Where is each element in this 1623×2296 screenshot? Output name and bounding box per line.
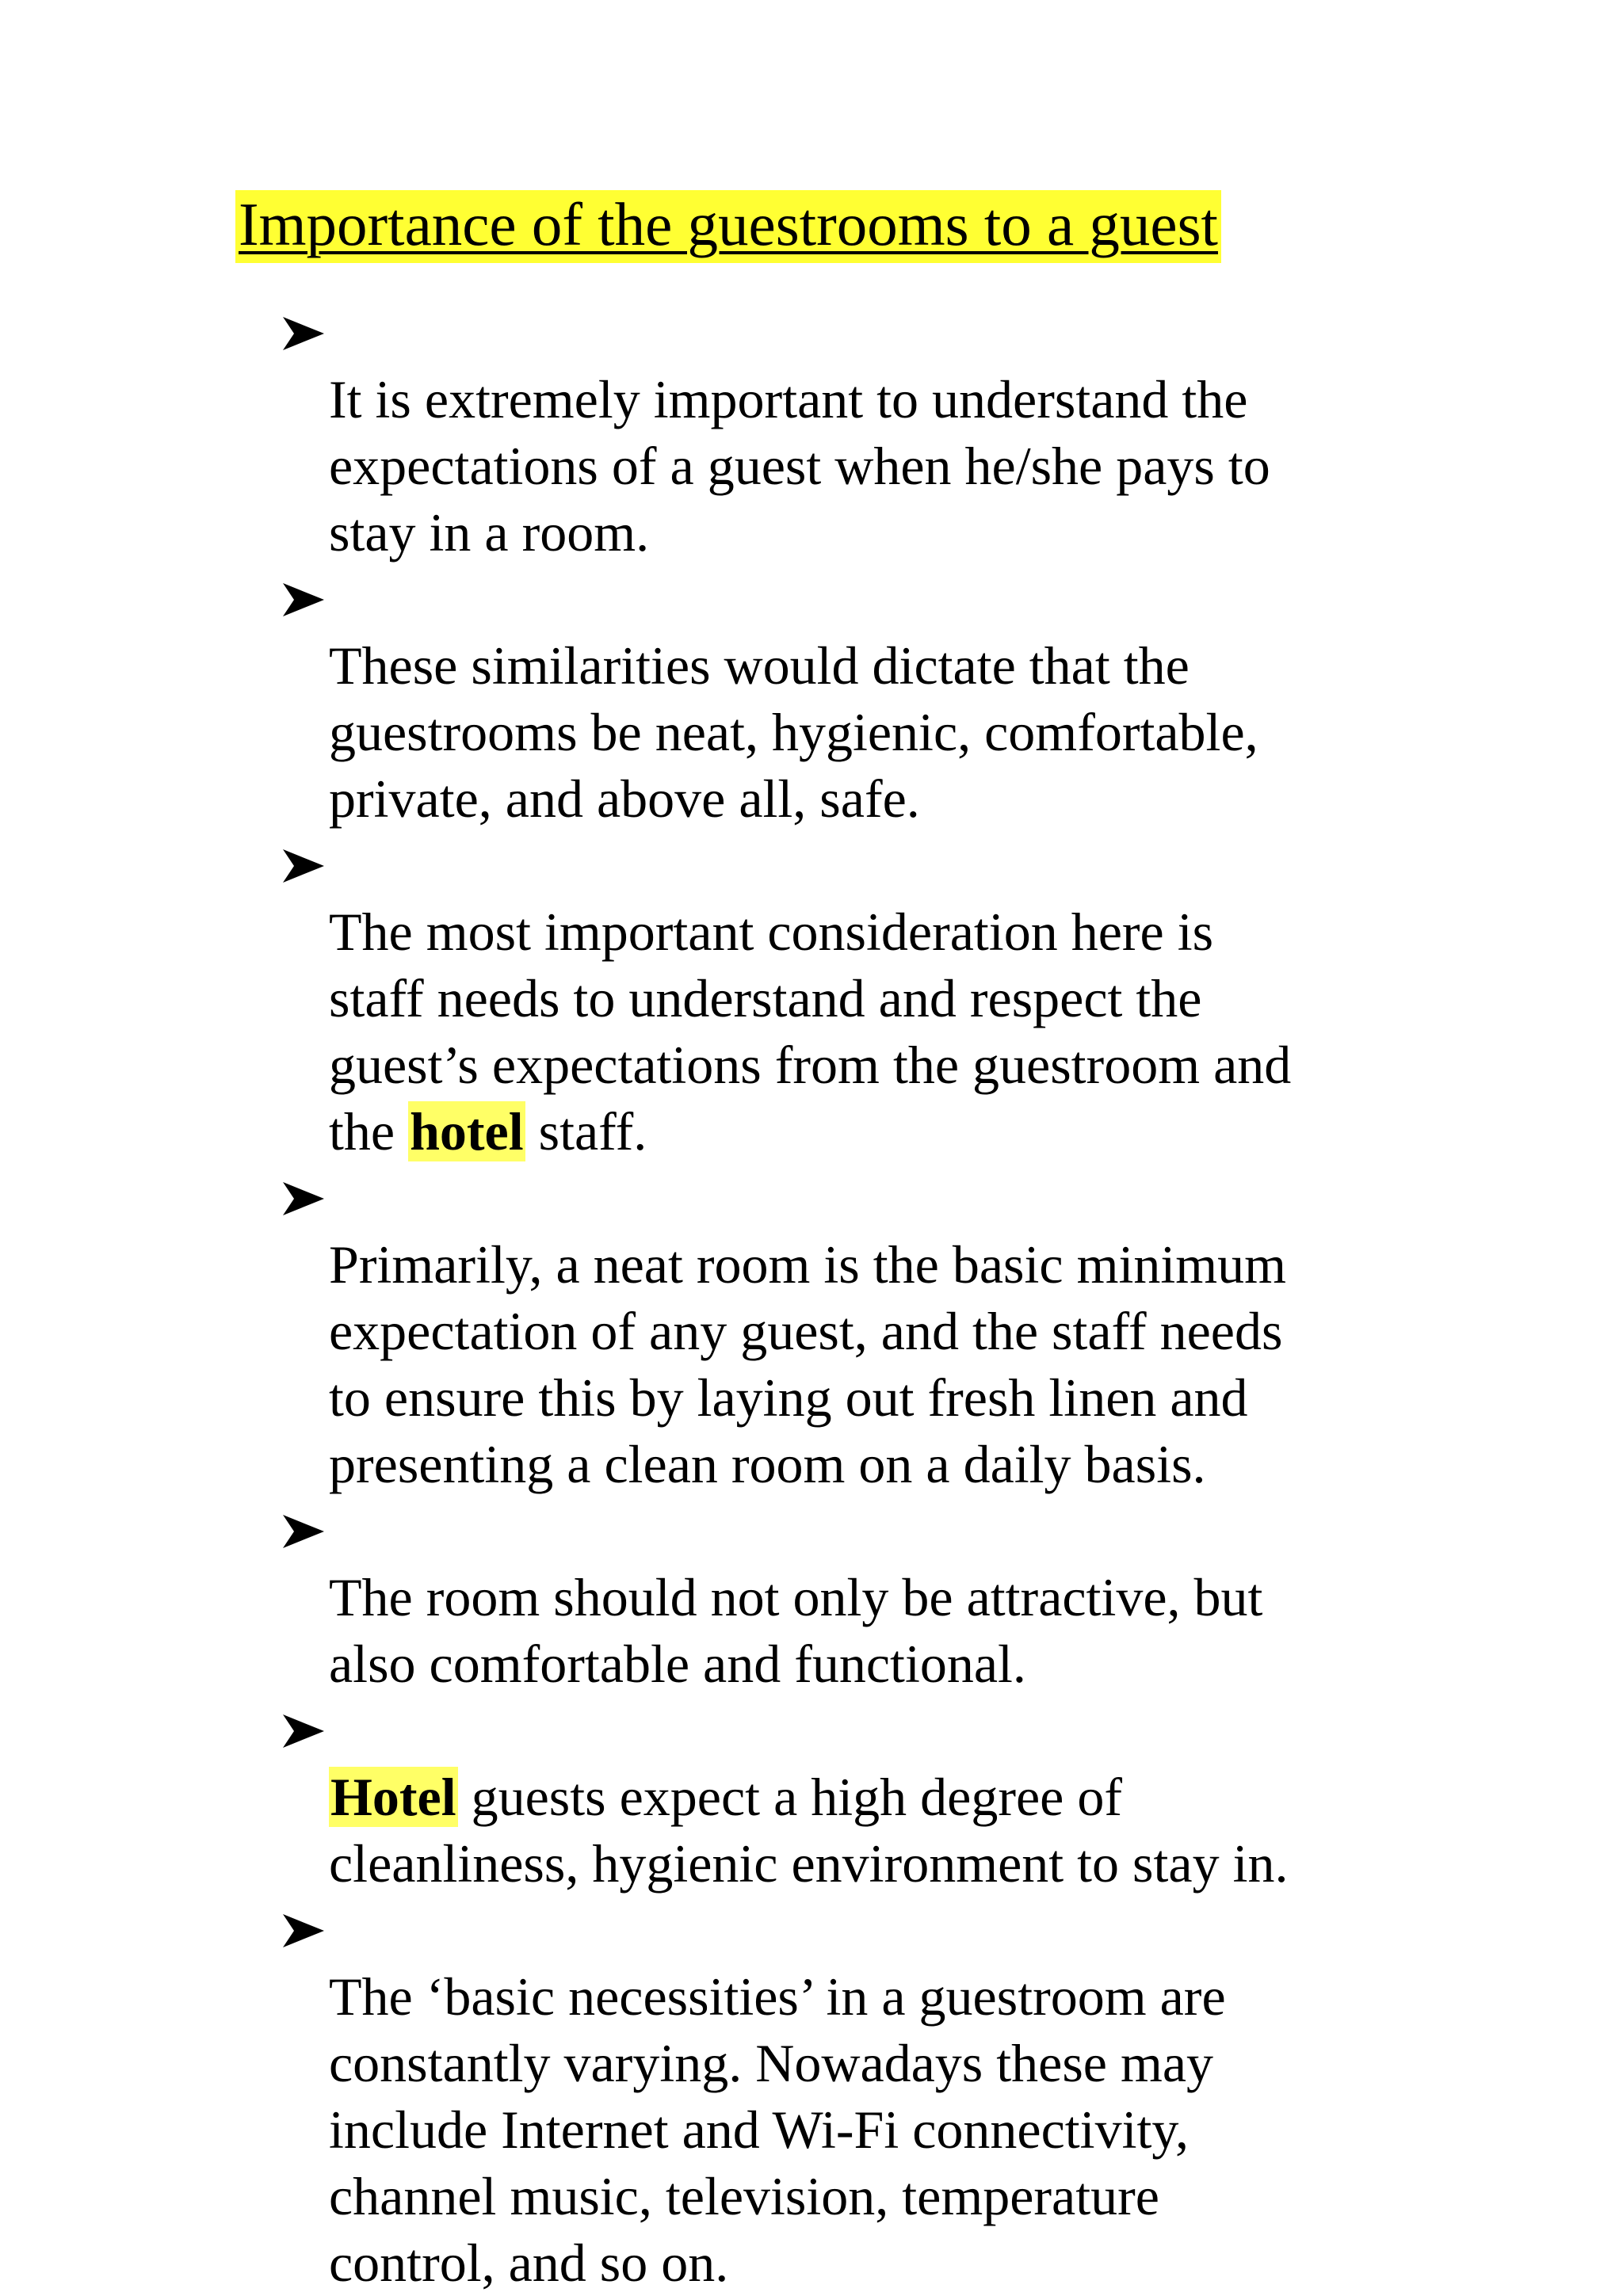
bullet-item <box>281 566 1407 832</box>
highlighted-word: hotel <box>410 1101 524 1161</box>
bullet-item <box>281 1497 1407 1697</box>
arrowhead-bullet-icon <box>281 1713 326 1749</box>
bullet-text: Primarily, a neat room is the basic minimum expectation of any guest, and the staff needs to ensure this by laying out fresh linen and presenting a clean room on a daily basis. <box>329 1234 1287 1494</box>
arrowhead-bullet-icon <box>281 848 326 884</box>
bullet-text-after: staff. <box>525 1101 647 1161</box>
bullet-text-after: guests expect a high degree of cleanliness, hygienic environment to stay in. <box>329 1767 1289 1894</box>
bullet-text: The room should not only be attractive, but also comfortable and functional. <box>329 1567 1263 1694</box>
bullet-text: These similarities would dictate that the guestrooms be neat, hygienic, comfortable, private, and above all, safe. <box>329 635 1258 829</box>
bullet-text: The most important consideration here is staff needs to understand and respect the guest’s expectations from the guestroom and the <box>329 902 1292 1161</box>
arrowhead-bullet-icon <box>281 315 326 352</box>
bullet-item <box>281 832 1407 1165</box>
bullet-item <box>281 1697 1407 1897</box>
arrowhead-bullet-icon <box>281 1513 326 1550</box>
page-title-text: Importance of the guestrooms to a guest <box>235 190 1221 263</box>
arrowhead-bullet-icon <box>281 1180 326 1217</box>
bullet-item <box>281 1897 1407 2296</box>
bullet-item <box>281 1165 1407 1497</box>
bullet-text: The ‘basic necessities’ in a guestroom are constantly varying. Nowadays these may include Internet and Wi-Fi connectivity, channel music, television, temperature control, and so on. <box>329 1966 1226 2293</box>
arrowhead-bullet-icon <box>281 1913 326 1949</box>
arrowhead-bullet-icon <box>281 582 326 618</box>
highlighted-word: Hotel <box>330 1767 456 1827</box>
bullet-list <box>281 299 1407 2296</box>
page-title <box>235 189 1221 260</box>
bullet-item <box>281 299 1407 566</box>
bullet-text: It is extremely important to understand the expectations of a guest when he/she pays to stay in a room. <box>329 369 1270 563</box>
